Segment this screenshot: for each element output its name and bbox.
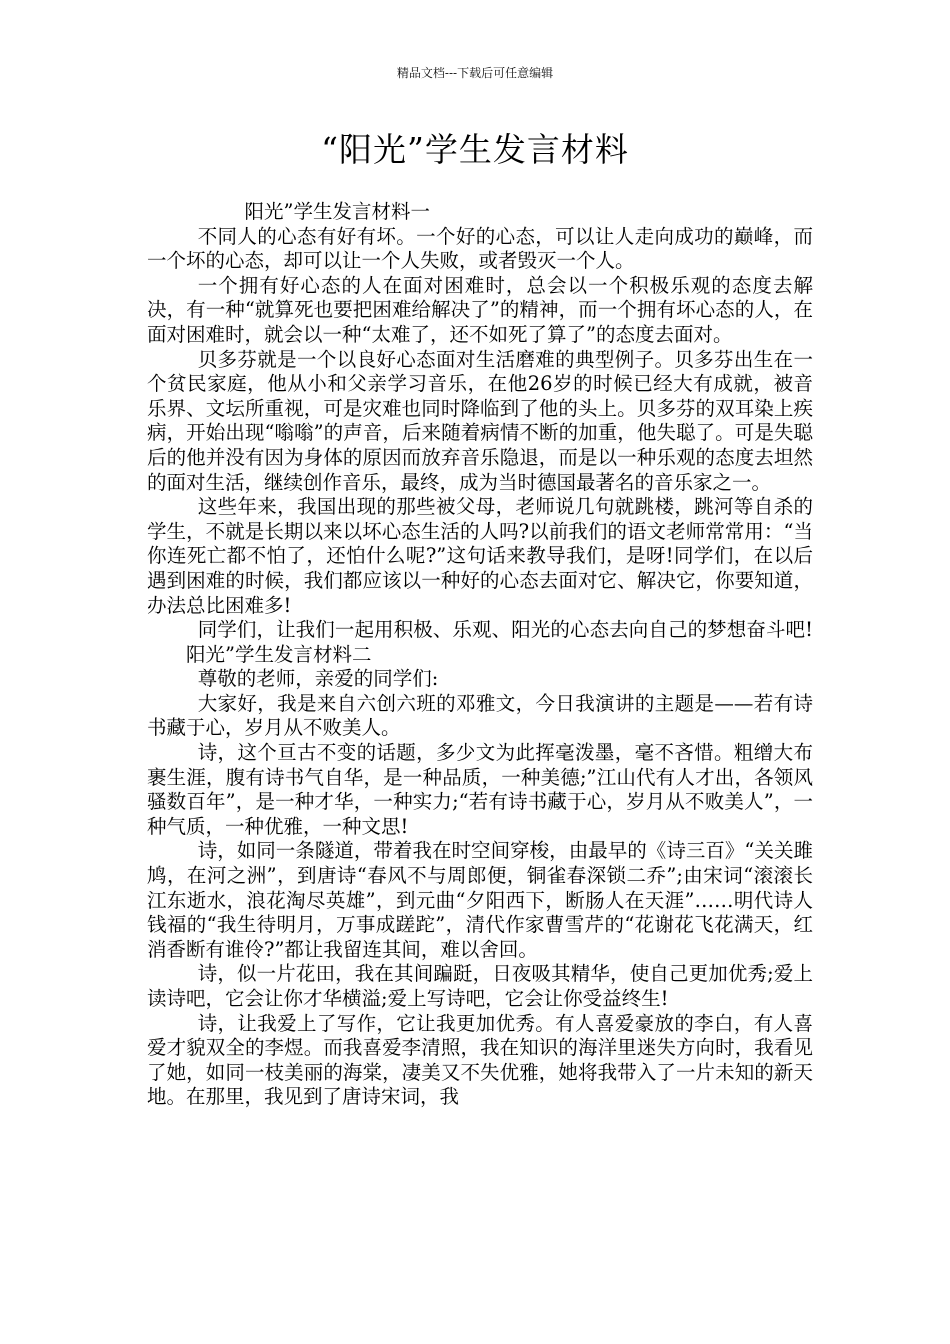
paragraph: 诗，这个亘古不变的话题，多少文为此挥毫泼墨，毫不吝惜。粗缯大布裹生涯，腹有诗书气自华，是一种品质，一种美德;”江山代有人才出，各领风骚数百年”，是一种才华，一种实力;“若有诗书藏于心，岁月从不败美人”，一种气质，一种优雅，一种文思! <box>147 741 813 838</box>
paragraph: 诗，似一片花田，我在其间蹁跹，日夜吸其精华，使自己更加优秀;爱上读诗吧，它会让你才华横溢;爱上写诗吧，它会让你受益终生! <box>147 962 813 1010</box>
paragraph: 诗，让我爱上了写作，它让我更加优秀。有人喜爱豪放的李白，有人喜爱才貌双全的李煜。而我喜爱李清照，我在知识的海洋里迷失方向时，我看见了她，如同一枝美丽的海棠，凄美又不失优雅，她将我带入了一片未知的新天地。在那里，我见到了唐诗宋词，我 <box>147 1011 813 1109</box>
header-note: 精品文档---下载后可任意编辑 <box>396 66 554 80</box>
paragraph: 贝多芬就是一个以良好心态面对生活磨难的典型例子。贝多芬出生在一个贫民家庭，他从小和父亲学习音乐，在他26岁的时候已经大有成就，被音乐界、文坛所重视，可是灾难也同时降临到了他的头上。贝多芬的双耳染上疾病，开始出现“嗡嗡”的声音，后来随着病情不断的加重，他失聪了。可是失聪后的他并没有因为身体的原因而放弃音乐隐退，而是以一种乐观的态度去坦然的面对生活，继续创作音乐，最终，成为当时德国最著名的音乐家之一。 <box>147 347 813 494</box>
part-two-heading: 阳光”学生发言材料二 <box>186 642 372 666</box>
paragraph: 大家好，我是来自六创六班的邓雅文，今日我演讲的主题是——若有诗书藏于心，岁月从不败美人。 <box>147 691 813 740</box>
document-body <box>147 200 813 1110</box>
part-one-heading: 阳光”学生发言材料一 <box>244 200 430 223</box>
part-one-closing: 同学们，让我们一起用积极、乐观、阳光的心态去向自己的梦想奋斗吧! <box>197 618 813 642</box>
paragraph: 诗，如同一条隧道，带着我在时空间穿梭，由最早的《诗三百》“关关雎鸠，在河之洲”，到唐诗“春风不与周郎便，铜雀春深锁二乔”;由宋词“滚滚长江东逝水，浪花淘尽英雄”，到元曲“夕阳西下，断肠人在天涯”……明代诗人钱福的“我生待明月，万事成蹉跎”，清代作家曹雪芹的“花谢花飞花满天，红消香断有谁伶?”都让我留连其间，难以舍回。 <box>147 839 813 961</box>
paragraph: 这些年来，我国出现的那些被父母，老师说几句就跳楼，跳河等自杀的学生，不就是长期以来以坏心态生活的人吗?以前我们的语文老师常常用：“当你连死亡都不怕了，还怕什么呢?”这句话来教导我们，是呀!同学们，在以后遇到困难的时候，我们都应该以一种好的心态去面对它、解决它，你要知道，办法总比困难多! <box>147 495 813 617</box>
paragraph: 一个拥有好心态的人在面对困难时，总会以一个积极乐观的态度去解决，有一种“就算死也要把困难给解决了”的精神，而一个拥有坏心态的人，在面对困难时，就会以一种“太难了，还不如死了算了”的态度去面对。 <box>147 273 813 346</box>
paragraph-with-part-two-heading <box>147 618 813 667</box>
paragraph: 不同人的心态有好有坏。一个好的心态，可以让人走向成功的巅峰，而一个坏的心态，却可以让一个人失败，或者毁灭一个人。 <box>147 224 813 273</box>
document-title: “阳光”学生发言材料 <box>321 130 629 169</box>
greeting: 尊敬的老师，亲爱的同学们: <box>197 667 439 691</box>
